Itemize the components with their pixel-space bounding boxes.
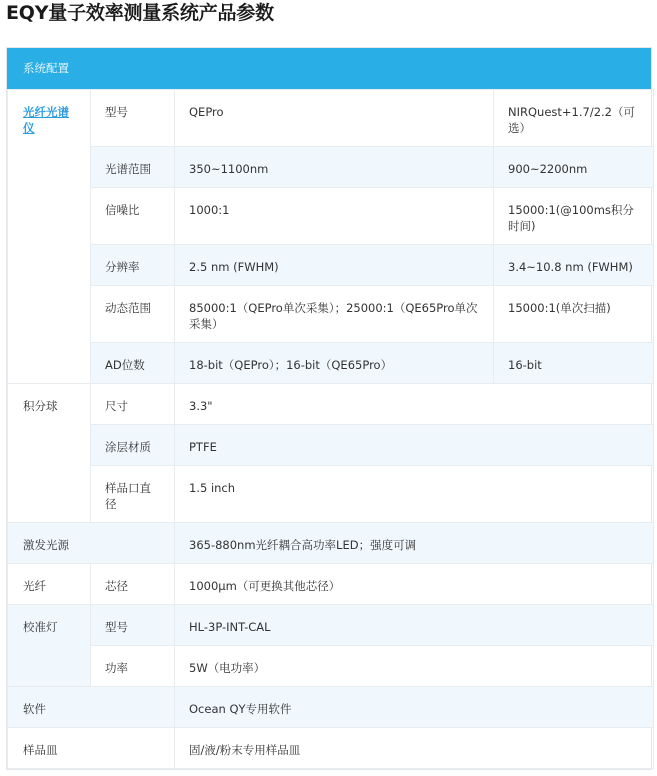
param-value: 18-bit（QEPro）；16-bit（QE65Pro） <box>175 343 494 384</box>
param-value: 16-bit <box>494 343 654 384</box>
param-label: 信噪比 <box>91 188 175 245</box>
table-row <box>8 687 654 728</box>
param-value: 365-880nm光纤耦合高功率LED；强度可调 <box>175 523 654 564</box>
param-value: 15000:1(单次扫描) <box>494 286 654 343</box>
spec-table-container <box>6 47 652 770</box>
param-value: 3.4~10.8 nm (FWHM) <box>494 245 654 286</box>
param-value: HL-3P-INT-CAL <box>175 605 654 646</box>
param-value: 1000μm（可更换其他芯径） <box>175 564 654 605</box>
table-row <box>8 564 654 605</box>
row-label-cal-lamp: 校准灯 <box>8 605 91 687</box>
param-label: 光谱范围 <box>91 147 175 188</box>
spectrometer-link[interactable]: 光纤光谱仪 <box>23 105 69 135</box>
param-value: 1.5 inch <box>175 466 654 523</box>
param-label: 动态范围 <box>91 286 175 343</box>
table-row <box>8 90 654 147</box>
param-label: 型号 <box>91 605 175 646</box>
param-value: 3.3" <box>175 384 654 425</box>
param-value: 15000:1(@100ms积分时间) <box>494 188 654 245</box>
param-label: 功率 <box>91 646 175 687</box>
param-value: 85000:1（QEPro单次采集）；25000:1（QE65Pro单次采集） <box>175 286 494 343</box>
page-title: EQY量子效率测量系统产品参数 <box>6 2 274 24</box>
param-value: 固/液/粉末专用样品皿 <box>175 728 654 769</box>
spec-table <box>7 89 654 769</box>
param-value: 350~1100nm <box>175 147 494 188</box>
row-label-excitation: 激发光源 <box>8 523 175 564</box>
param-value: 1000:1 <box>175 188 494 245</box>
param-value: PTFE <box>175 425 654 466</box>
row-label-spectrometer[interactable] <box>8 90 91 384</box>
table-row <box>8 523 654 564</box>
param-value: 5W（电功率） <box>175 646 654 687</box>
row-label-sphere: 积分球 <box>8 384 91 523</box>
param-value: NIRQuest+1.7/2.2（可选） <box>494 90 654 147</box>
section-header: 系统配置 <box>7 48 651 89</box>
param-label: 型号 <box>91 90 175 147</box>
table-row <box>8 245 654 286</box>
table-row <box>8 425 654 466</box>
param-label: 样品口直径 <box>91 466 175 523</box>
row-label-software: 软件 <box>8 687 175 728</box>
param-label: 分辨率 <box>91 245 175 286</box>
table-row <box>8 605 654 646</box>
table-row <box>8 384 654 425</box>
param-label: 芯径 <box>91 564 175 605</box>
param-value: 2.5 nm (FWHM) <box>175 245 494 286</box>
row-label-dish: 样品皿 <box>8 728 175 769</box>
table-row <box>8 147 654 188</box>
param-value: 900~2200nm <box>494 147 654 188</box>
param-label: AD位数 <box>91 343 175 384</box>
row-label-fiber: 光纤 <box>8 564 91 605</box>
table-row <box>8 646 654 687</box>
param-label: 尺寸 <box>91 384 175 425</box>
param-value: QEPro <box>175 90 494 147</box>
table-row <box>8 286 654 343</box>
table-row <box>8 343 654 384</box>
table-row <box>8 466 654 523</box>
table-row <box>8 188 654 245</box>
param-value: Ocean QY专用软件 <box>175 687 654 728</box>
table-row <box>8 728 654 769</box>
param-label: 涂层材质 <box>91 425 175 466</box>
